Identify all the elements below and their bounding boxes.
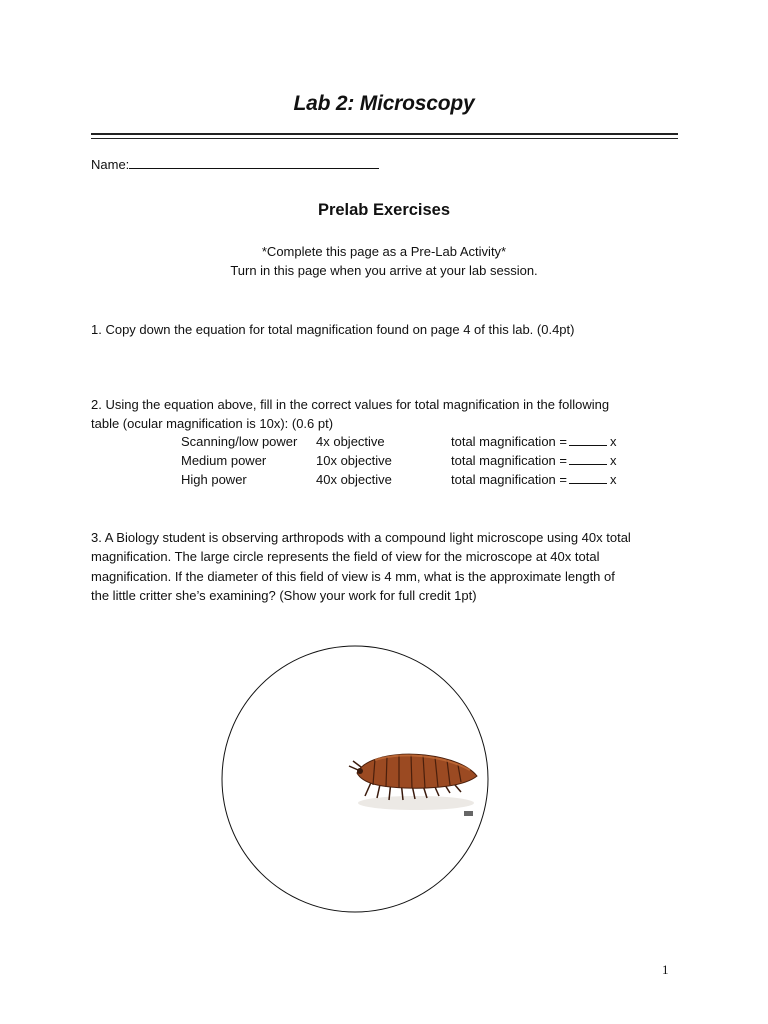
- total-magnification-label: total magnification =: [451, 472, 567, 487]
- question-3-line-4: the little critter she’s examining? (Show your work for full credit 1pt): [91, 588, 477, 603]
- answer-blank: [569, 434, 607, 446]
- total-magnification-label: total magnification =: [451, 434, 567, 449]
- total-magnification-cell: [451, 453, 616, 468]
- title-rule-thin: [91, 138, 678, 139]
- name-label: Name:: [91, 157, 130, 172]
- objective-cell: 10x objective: [316, 453, 392, 468]
- unit-label: x: [609, 472, 617, 487]
- page-number: 1: [662, 962, 669, 977]
- power-cell: Scanning/low power: [181, 434, 298, 449]
- question-2-line-1: 2. Using the equation above, fill in the correct values for total magnification in the following: [91, 397, 610, 412]
- total-magnification-label: total magnification =: [451, 453, 567, 468]
- power-cell: High power: [181, 472, 247, 487]
- image-watermark: [464, 811, 473, 816]
- table-row: [0, 453, 768, 472]
- question-3-line-1: 3. A Biology student is observing arthropods with a compound light microscope using 40x total: [91, 530, 631, 545]
- instruction-line-1: *Complete this page as a Pre-Lab Activity*: [261, 244, 507, 259]
- objective-cell: 4x objective: [316, 434, 385, 449]
- field-of-view-figure: [215, 640, 497, 920]
- unit-label: x: [609, 453, 617, 468]
- name-field: [91, 156, 379, 172]
- total-magnification-cell: [451, 434, 616, 449]
- table-row: [0, 434, 768, 453]
- instruction-line-2: Turn in this page when you arrive at your lab session.: [230, 263, 538, 278]
- title-rule-thick: [91, 133, 678, 135]
- prelab-heading: Prelab Exercises: [317, 201, 451, 219]
- name-blank-line: [129, 156, 379, 169]
- objective-cell: 40x objective: [316, 472, 392, 487]
- answer-blank: [569, 453, 607, 465]
- table-row: [0, 472, 768, 491]
- answer-blank: [569, 472, 607, 484]
- unit-label: x: [609, 434, 617, 449]
- power-cell: Medium power: [181, 453, 267, 468]
- total-magnification-cell: [451, 472, 616, 487]
- arthropod-image: [349, 754, 477, 816]
- question-3-line-3: magnification. If the diameter of this field of view is 4 mm, what is the approximate length of: [91, 569, 615, 584]
- question-3-line-2: magnification. The large circle represents the field of view for the microscope at 40x total: [91, 549, 600, 564]
- question-1: 1. Copy down the equation for total magnification found on page 4 of this lab. (0.4pt): [91, 322, 575, 337]
- question-2-line-2: table (ocular magnification is 10x): (0.6 pt): [91, 416, 334, 431]
- lab-title: Lab 2: Microscopy: [293, 92, 475, 115]
